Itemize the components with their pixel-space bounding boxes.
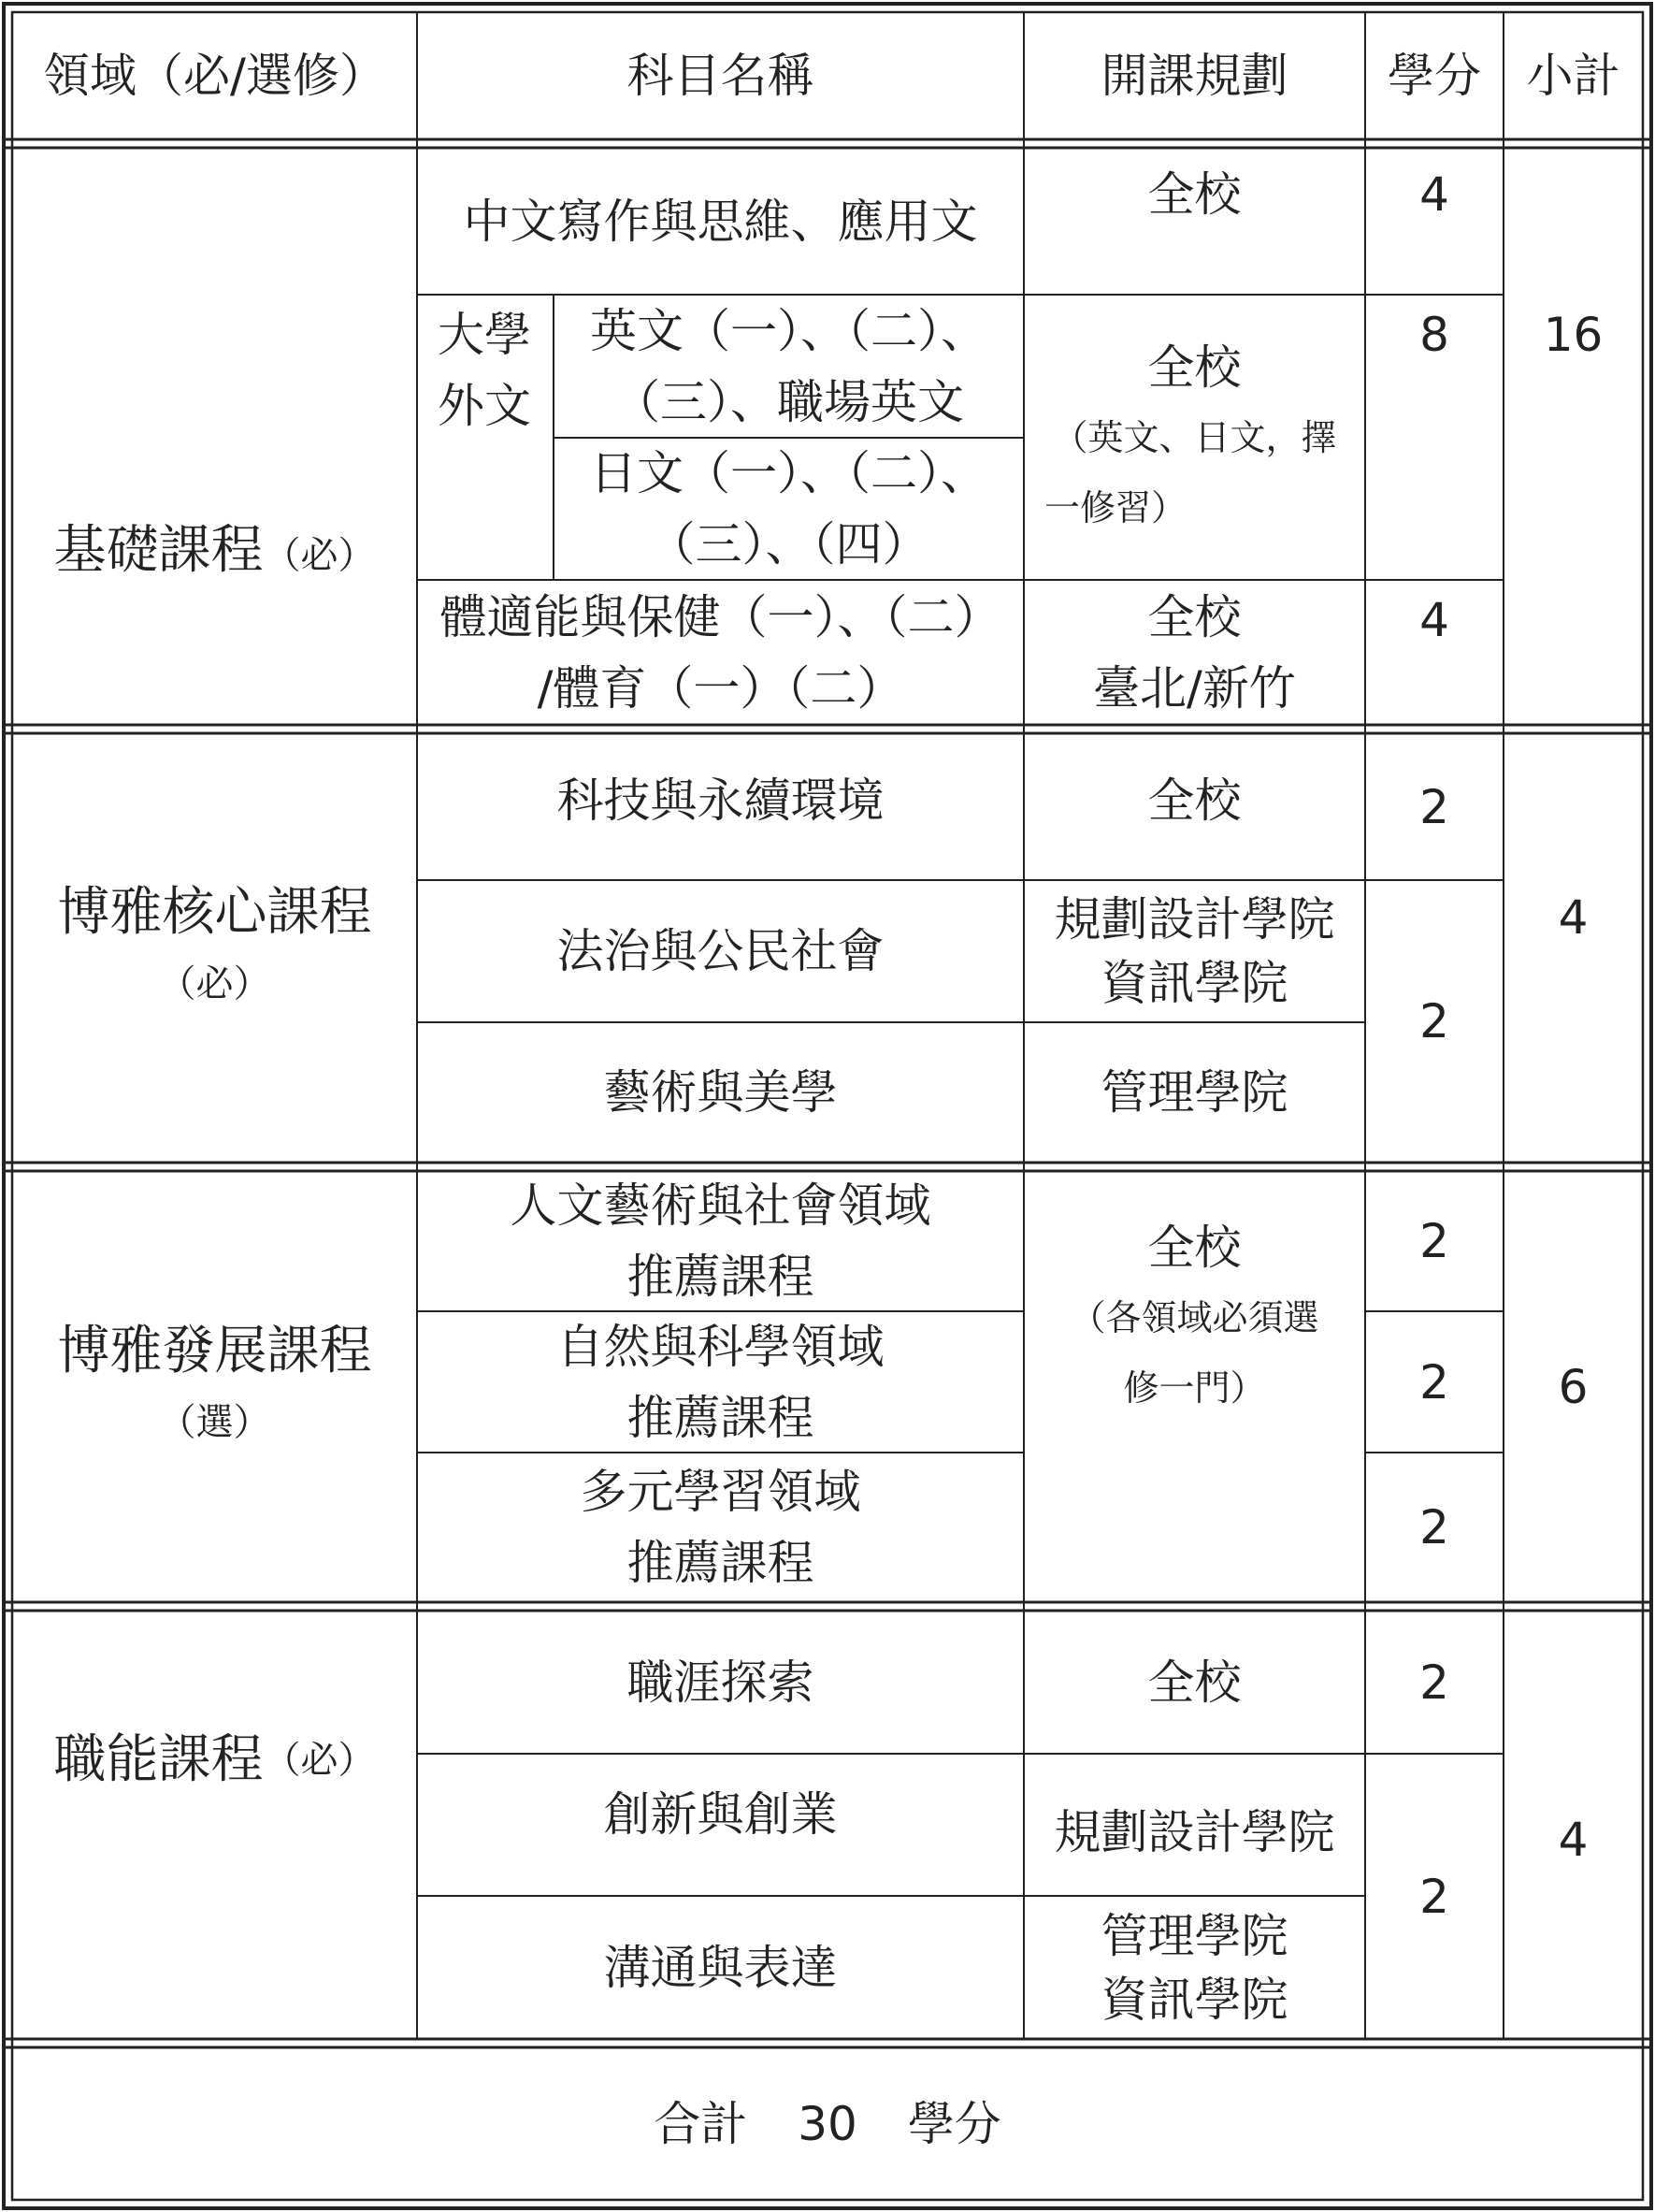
career-shared-credits [1365,1754,1504,2039]
dev-nature-line1: 自然與科學領域 [556,1319,885,1374]
header-subject [417,12,1024,139]
basic-chinese-credits-value: 4 [1419,167,1449,222]
basic-pe-plan [1024,580,1365,725]
basic-chinese-subject-text: 中文寫作與思維、應用文 [463,194,978,249]
total-row [12,2047,1643,2200]
dev-humanities-subject [417,1171,1024,1311]
basic-foreign-credits [1365,299,1504,580]
core-domain-name: 博雅核心課程 [57,882,372,943]
basic-chinese-subject [417,148,1024,295]
header-subject-label: 科目名稱 [626,49,814,103]
basic-domain-type: （必） [263,534,376,577]
basic-pe-subject [417,580,1024,725]
dev-diverse-subject [417,1453,1024,1602]
header-plan-label: 開課規劃 [1101,49,1288,103]
career-subtotal-value: 4 [1558,1813,1589,1867]
core-domain-type: （必） [158,962,271,1005]
core-art-subject [417,1022,1024,1163]
basic-domain-name: 基礎課程 [53,520,264,581]
dev-humanities-credits [1365,1171,1504,1311]
core-subtotal-value: 4 [1558,889,1589,945]
basic-japanese-line2: （三）、（四） [648,517,929,571]
basic-foreign-label-1: 大學 [438,308,531,362]
basic-foreign-plan-note2: 一修習） [1044,486,1187,528]
basic-pe-line2: /體育（一）（二） [537,660,904,716]
core-subtotal [1504,733,1643,1101]
header-subtotal-label: 小計 [1526,49,1620,103]
basic-foreign-plan-line1: 全校 [1147,340,1242,395]
dev-diverse-line2: 推薦課程 [626,1536,814,1590]
career-innovate-subject-text: 創新與創業 [603,1787,838,1842]
core-art-plan-text: 管理學院 [1101,1065,1288,1120]
career-domain-name: 職能課程 [53,1729,264,1790]
dev-nature-line2: 推薦課程 [626,1390,814,1445]
basic-pe-plan2: 臺北/新竹 [1093,660,1296,716]
career-communicate-subject-text: 溝通與表達 [603,1940,838,1995]
header-domain-label: 領域（必/選修） [43,49,386,103]
career-domain-type: （必） [263,1738,376,1782]
career-domain-cell [12,1611,417,2039]
core-law-subject-text: 法治與公民社會 [556,924,885,978]
header-credits-label: 學分 [1388,49,1481,103]
basic-domain-title [12,514,417,591]
career-explore-credits-value: 2 [1419,1655,1449,1710]
dev-subtotal-value: 6 [1558,1359,1589,1414]
dev-plan-note2: 修一門） [1123,1367,1266,1409]
dev-nature-subject [417,1311,1024,1453]
basic-japanese-line1: 日文（一）、（二）、 [590,446,987,500]
career-explore-credits [1365,1611,1504,1754]
basic-chinese-plan [1024,159,1365,295]
core-tech-plan [1024,765,1365,880]
basic-pe-credits [1365,585,1504,725]
dev-plan-line1: 全校 [1147,1221,1242,1275]
basic-foreign-plan-note1: （英文、日文，擇 [1052,416,1337,458]
total-unit: 學分 [907,2096,1001,2151]
career-shared-credits-value: 2 [1419,1869,1449,1924]
header-plan [1024,12,1365,139]
career-explore-subject-text: 職涯探索 [626,1655,814,1710]
core-law-plan [1024,880,1365,1022]
core-tech-credits [1365,733,1504,880]
basic-chinese-plan-text: 全校 [1147,167,1242,222]
core-tech-plan-text: 全校 [1147,773,1242,828]
basic-foreign-plan [1024,295,1365,580]
dev-domain-name: 博雅發展課程 [57,1321,372,1381]
core-shared-credits [1365,880,1504,1163]
core-art-plan [1024,1022,1365,1163]
basic-english-line1: 英文（一）、（二）、 [590,303,987,358]
core-tech-credits-value: 2 [1419,779,1449,834]
core-tech-subject-text: 科技與永續環境 [556,773,885,828]
basic-foreign-label [438,299,554,580]
dev-nature-credits [1365,1311,1504,1453]
dev-subtotal [1504,1171,1643,1602]
core-shared-credits-value: 2 [1419,994,1449,1048]
basic-foreign-label-2: 外文 [438,379,531,433]
basic-english-subject [554,295,1024,438]
career-communicate-subject [417,1896,1024,2039]
basic-foreign-credits-value: 8 [1419,308,1449,362]
basic-pe-line1: 體適能與保健（一）、（二） [439,589,1001,644]
total-label: 合計 [654,2096,748,2151]
career-explore-plan [1024,1611,1365,1754]
career-explore-plan-text: 全校 [1147,1655,1242,1710]
dev-diverse-line1: 多元學習領域 [580,1465,861,1519]
dev-humanities-line2: 推薦課程 [626,1250,814,1304]
core-law-subject [417,880,1024,1022]
core-tech-subject [417,765,1024,880]
career-innovate-plan-text: 規劃設計學院 [1054,1804,1335,1859]
career-communicate-plan1: 管理學院 [1101,1908,1288,1963]
dev-plan [1024,1212,1365,1493]
career-communicate-plan [1024,1896,1365,2039]
dev-domain-type: （選） [158,1401,271,1444]
header-subtotal [1504,12,1643,139]
basic-pe-plan1: 全校 [1147,589,1242,644]
header-credits [1365,12,1504,139]
career-innovate-plan [1024,1768,1365,1896]
core-domain-cell [12,733,417,1163]
dev-nature-credits-value: 2 [1419,1354,1449,1410]
career-subtotal [1504,1611,1643,2069]
total-value: 30 [798,2096,857,2151]
dev-humanities-credits-value: 2 [1419,1214,1449,1268]
dev-diverse-credits [1365,1453,1504,1602]
dev-domain-cell [12,1171,417,1602]
core-art-subject-text: 藝術與美學 [603,1065,838,1120]
basic-japanese-subject [554,438,1024,580]
basic-pe-credits-value: 4 [1419,593,1449,647]
core-law-plan1: 規劃設計學院 [1054,892,1335,947]
career-domain-title [12,1611,417,1910]
dev-diverse-credits-value: 2 [1419,1500,1449,1554]
basic-subtotal-value: 16 [1543,308,1604,362]
header-domain [12,12,417,139]
dev-humanities-line1: 人文藝術與社會領域 [510,1178,931,1233]
basic-english-line2: （三）、職場英文 [613,374,964,429]
basic-chinese-credits [1365,159,1504,295]
dev-plan-note1: （各領域必須選 [1070,1297,1319,1338]
career-innovate-subject [417,1754,1024,1875]
basic-domain-cell [12,148,417,725]
basic-subtotal [1504,299,1643,393]
core-law-plan2: 資訊學院 [1101,956,1288,1010]
career-explore-subject [417,1611,1024,1754]
career-communicate-plan2: 資訊學院 [1101,1972,1288,2027]
